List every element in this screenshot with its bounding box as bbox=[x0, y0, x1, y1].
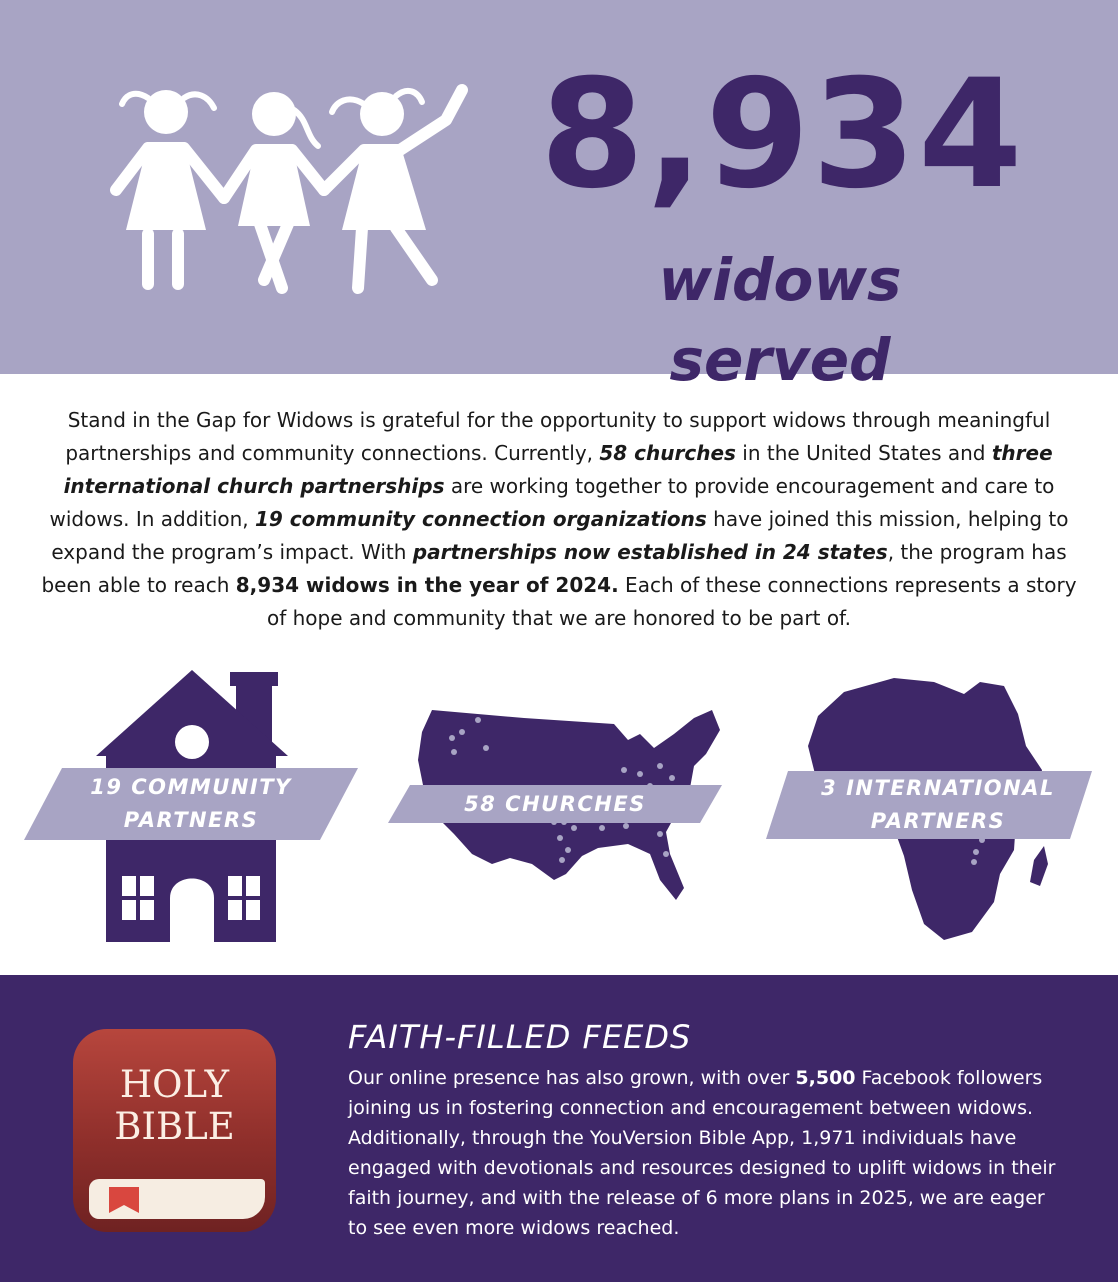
faith-body-text: Our online presence has also grown, with over bbox=[348, 1067, 796, 1089]
women-holding-hands-icon bbox=[96, 80, 476, 295]
faith-body-text: Facebook followers joining us in fostering connection and encouragement between widows. Additionally, through the YouVersion Bible App, 1,971 individuals have engaged with devotionals and resources designed to uplift widows in their faith journey, and with the release of 6 more plans in 2025, we are eager to see even more widows reached. bbox=[348, 1067, 1056, 1239]
intro-text: have joined this mission, helping to expand the program’s impact. With bbox=[51, 507, 1069, 564]
international-partners-label bbox=[790, 771, 1086, 839]
widows-served-label: widows served bbox=[658, 246, 902, 394]
intro-text: in the United States and bbox=[735, 441, 992, 465]
intro-emphasis-churches: 58 churches bbox=[599, 441, 736, 465]
faith-feeds-section bbox=[0, 975, 1118, 1282]
bookmark-ribbon-icon bbox=[109, 1187, 139, 1213]
bible-app-title bbox=[73, 1064, 276, 1148]
intro-text: , the program has been able to reach bbox=[41, 540, 1067, 597]
intro-text: Each of these connections represents a story of hope and community that we are honored to be part of. bbox=[266, 573, 1077, 630]
community-partners-line2: PARTNERS bbox=[123, 808, 259, 832]
churches-label bbox=[410, 785, 700, 823]
intro-emphasis-community: 19 community connection organizations bbox=[255, 507, 707, 531]
community-partners-label bbox=[60, 768, 322, 840]
faith-feeds-title: FAITH-FILLED FEEDS bbox=[348, 1018, 692, 1056]
holy-bible-app-icon bbox=[73, 1029, 276, 1232]
bible-app-title-line2: BIBLE bbox=[114, 1105, 235, 1148]
intro-text: Stand in the Gap for Widows is grateful for the opportunity to support widows through meaningful partnerships and community connections. Currently, bbox=[65, 408, 1051, 465]
intro-text: are working together to provide encouragement and care to widows. In addition, bbox=[49, 474, 1055, 531]
intro-emphasis-states: partnerships now established in 24 states bbox=[412, 540, 888, 564]
hero-banner bbox=[0, 0, 1118, 394]
community-partners-line1: 19 COMMUNITY bbox=[90, 775, 292, 799]
international-partners-line2: PARTNERS bbox=[870, 809, 1006, 833]
faith-feeds-body bbox=[348, 1063, 1068, 1243]
bible-app-title-line1: HOLY bbox=[119, 1063, 230, 1106]
widows-served-count: 8,934 bbox=[540, 48, 1025, 222]
intro-strong-widows: 8,934 widows in the year of 2024. bbox=[235, 573, 619, 597]
international-partners-line1: 3 INTERNATIONAL bbox=[821, 776, 1055, 800]
stats-row bbox=[0, 660, 1118, 960]
churches-line1: 58 CHURCHES bbox=[464, 791, 646, 816]
facebook-followers-count: 5,500 bbox=[795, 1067, 856, 1089]
bible-pages bbox=[89, 1179, 265, 1219]
intro-emphasis-international: three international church partnerships bbox=[63, 441, 1053, 498]
intro-paragraph bbox=[30, 404, 1088, 635]
